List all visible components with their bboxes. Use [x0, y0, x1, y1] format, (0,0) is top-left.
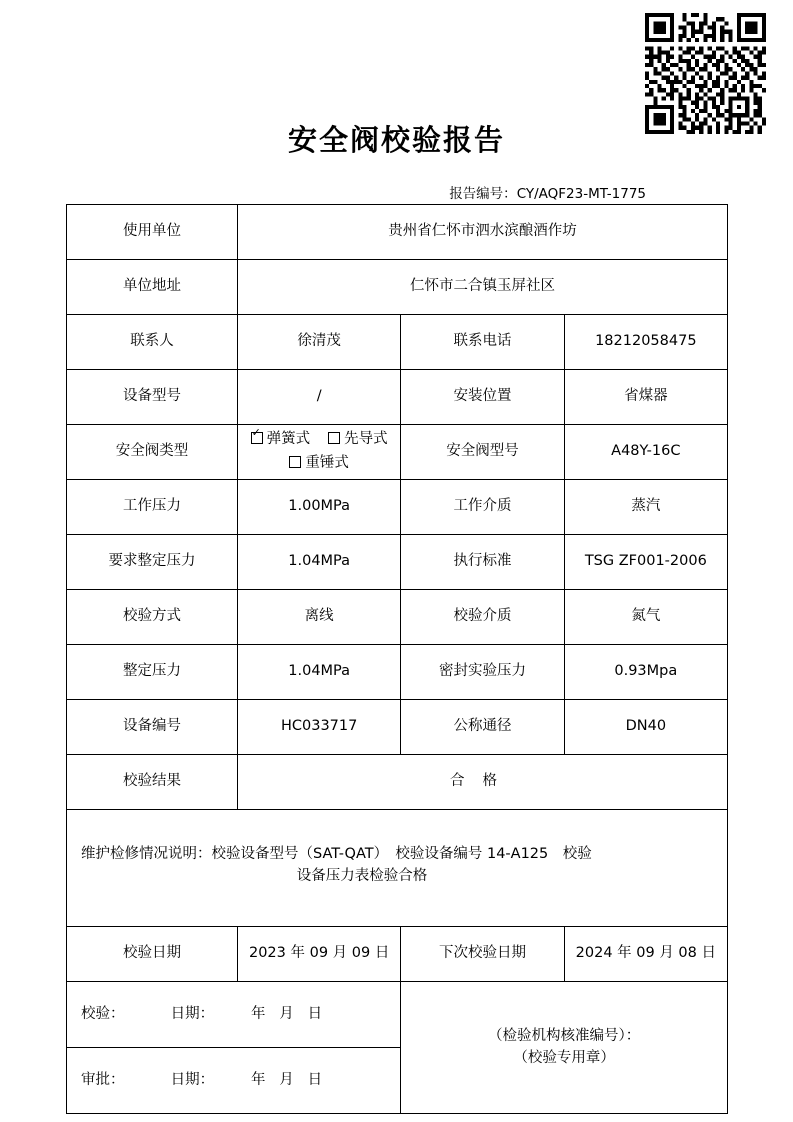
unit-value: 贵州省仁怀市泗水滨酿酒作坊	[238, 205, 728, 260]
table-row	[67, 810, 728, 927]
inspection-seal-label: （校验专用章）	[513, 1049, 615, 1066]
table-row	[67, 260, 728, 315]
valve-type-opt2-label: 先导式	[344, 431, 388, 448]
maintenance-notes	[67, 810, 728, 927]
device-number-label: 设备编号	[67, 700, 238, 755]
table-row	[67, 425, 728, 480]
result-value: 合格	[238, 755, 728, 810]
model-label: 设备型号	[67, 370, 238, 425]
work-pressure-value: 1.00MPa	[238, 480, 401, 535]
table-row	[67, 755, 728, 810]
result-label: 校验结果	[67, 755, 238, 810]
phone-label: 联系电话	[401, 315, 564, 370]
seal-pressure-label: 密封实验压力	[401, 645, 564, 700]
qr-code	[645, 13, 766, 134]
checkbox-icon	[328, 432, 340, 444]
required-set-pressure-value: 1.04MPa	[238, 535, 401, 590]
device-number-value: HC033717	[238, 700, 401, 755]
table-row	[67, 370, 728, 425]
valve-type-label: 安全阀类型	[67, 425, 238, 480]
seal-area	[401, 982, 728, 1114]
checkbox-icon	[289, 456, 301, 468]
table-row	[67, 315, 728, 370]
phone-value: 18212058475	[564, 315, 727, 370]
table-row	[67, 535, 728, 590]
install-position-label: 安装位置	[401, 370, 564, 425]
nominal-diameter-value: DN40	[564, 700, 727, 755]
medium-label: 工作介质	[401, 480, 564, 535]
qr-code-image	[645, 13, 766, 134]
next-test-date-label: 下次校验日期	[401, 927, 564, 982]
standard-label: 执行标准	[401, 535, 564, 590]
set-pressure-value: 1.04MPa	[238, 645, 401, 700]
accreditation-number-label: （检验机构核准编号）：	[488, 1027, 641, 1044]
table-row	[67, 645, 728, 700]
method-label: 校验方式	[67, 590, 238, 645]
table-row	[67, 700, 728, 755]
maintenance-line-2: 设备压力表检验合格	[296, 868, 428, 884]
maintenance-line-1: 维护检修情况说明：校验设备型号（SAT-QAT） 校验设备编号 14-A125 校验	[81, 846, 592, 863]
table-row	[67, 927, 728, 982]
nominal-diameter-label: 公称通径	[401, 700, 564, 755]
table-row	[67, 205, 728, 260]
test-date-label: 校验日期	[67, 927, 238, 982]
table-row	[67, 982, 728, 1048]
valve-type-opt3-label: 重锤式	[305, 455, 349, 471]
valve-type-options	[238, 425, 401, 480]
seal-pressure-value: 0.93Mpa	[564, 645, 727, 700]
method-value: 离线	[238, 590, 401, 645]
unit-label: 使用单位	[67, 205, 238, 260]
test-medium-label: 校验介质	[401, 590, 564, 645]
test-date-value: 2023 年 09 月 09 日	[238, 927, 401, 982]
report-number-label: 报告编号：	[449, 186, 517, 202]
contact-label: 联系人	[67, 315, 238, 370]
checkbox-spring-type[interactable]	[251, 429, 311, 451]
next-test-date-value: 2024 年 09 月 08 日	[564, 927, 727, 982]
address-value: 仁怀市二合镇玉屏社区	[238, 260, 728, 315]
set-pressure-label: 整定压力	[67, 645, 238, 700]
standard-value: TSG ZF001-2006	[564, 535, 727, 590]
approver-signature-line: 审批： 日期： 年 月 日	[67, 1048, 401, 1114]
valve-model-value: A48Y-16C	[564, 425, 727, 480]
checkbox-icon	[251, 432, 263, 444]
test-medium-value: 氮气	[564, 590, 727, 645]
checkbox-pilot-type[interactable]	[328, 429, 388, 451]
table-row	[67, 480, 728, 535]
valve-inspection-table	[66, 204, 728, 1114]
valve-model-label: 安全阀型号	[401, 425, 564, 480]
required-set-pressure-label: 要求整定压力	[67, 535, 238, 590]
medium-value: 蒸汽	[564, 480, 727, 535]
page-title: 安全阀校验报告	[287, 123, 505, 157]
install-position-value: 省煤器	[564, 370, 727, 425]
checker-signature-line: 校验： 日期： 年 月 日	[67, 982, 401, 1048]
report-number	[0, 182, 793, 202]
checkbox-weight-type[interactable]	[289, 453, 349, 475]
address-label: 单位地址	[67, 260, 238, 315]
contact-value: 徐清茂	[238, 315, 401, 370]
valve-type-opt1-label: 弹簧式	[266, 431, 311, 448]
model-value: /	[238, 370, 401, 425]
table-row	[67, 590, 728, 645]
work-pressure-label: 工作压力	[67, 480, 238, 535]
report-number-value: CY/AQF23-MT-1775	[516, 186, 646, 202]
